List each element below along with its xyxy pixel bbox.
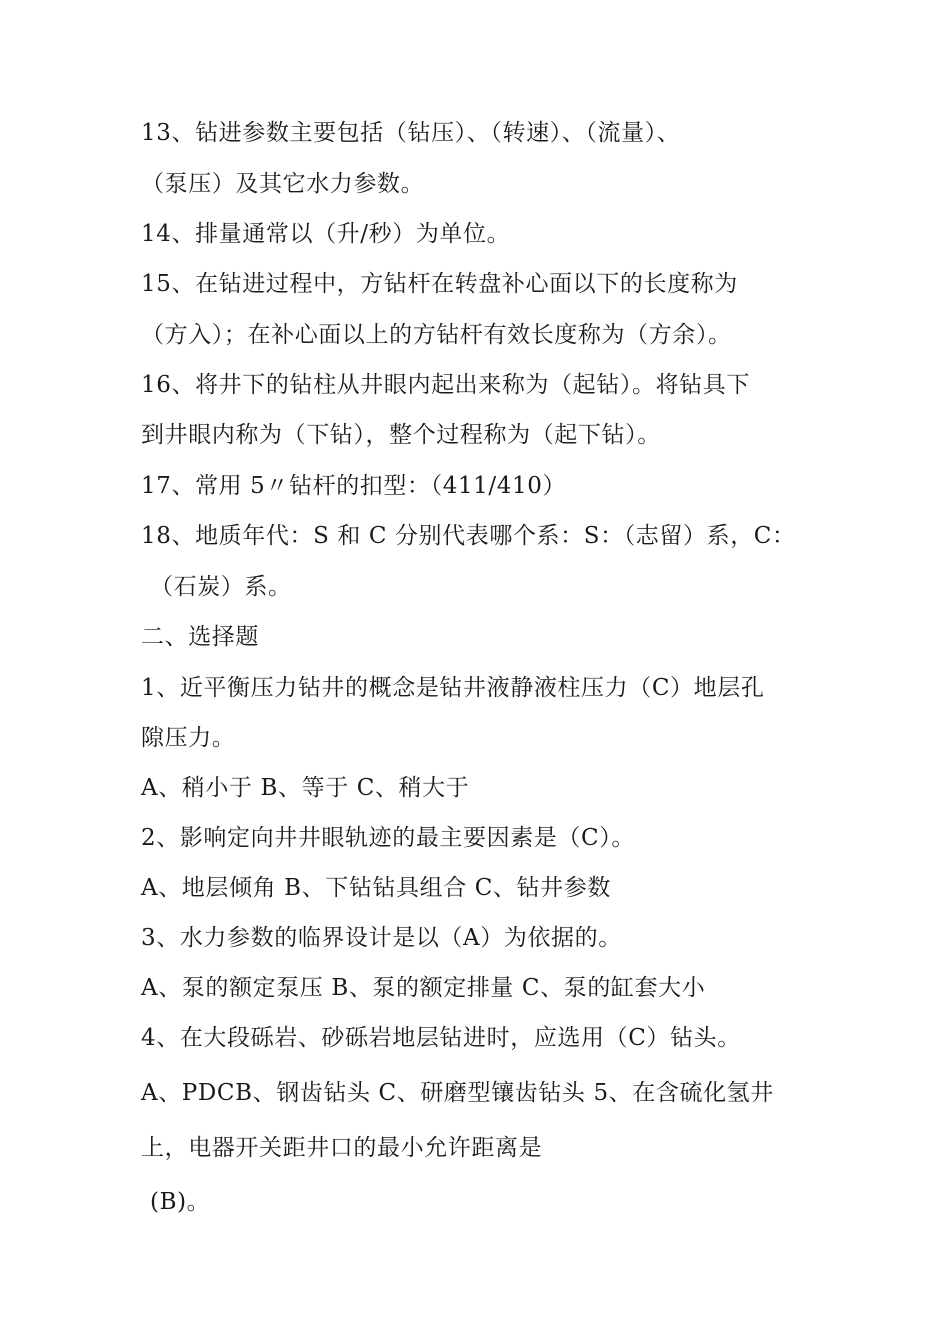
- q15-line-2: （方入）；在补心面以上的方钻杆有效长度称为（方余）。: [141, 322, 732, 348]
- q13-line-2: （泵压）及其它水力参数。: [141, 171, 425, 197]
- q15-line-1: 15、在钻进过程中，方钻杆在转盘补心面以下的长度称为: [141, 271, 738, 297]
- mc2-question: 2、影响定向井井眼轨迹的最主要因素是（C）。: [141, 825, 635, 851]
- mc3-options: A、泵的额定泵压 B、泵的额定排量 C、泵的缸套大小: [141, 975, 706, 1001]
- mc4-question: 4、在大段砾岩、砂砾岩地层钻进时，应选用（C）钻头。: [141, 1025, 741, 1051]
- mc1-question-line-2: 隙压力。: [141, 725, 236, 751]
- q14-line: 14、排量通常以（升/秒）为单位。: [141, 221, 511, 247]
- mc3-question: 3、水力参数的临界设计是以（A）为依据的。: [141, 925, 622, 951]
- mc5-answer: (B)。: [150, 1189, 211, 1215]
- section-heading: 二、选择题: [141, 624, 259, 650]
- mc2-options: A、地层倾角 B、下钻钻具组合 C、钻井参数: [141, 875, 611, 901]
- q13-line-1: 13、钻进参数主要包括（钻压）、（转速）、（流量）、: [141, 120, 681, 146]
- q18-line-1: 18、地质年代：S 和 C 分别代表哪个系：S：（志留）系，C：: [141, 523, 796, 549]
- q17-line: 17、常用 5〃钻杆的扣型：（411/410）: [141, 473, 567, 499]
- q18-line-2: （石炭）系。: [150, 574, 292, 600]
- mc4-options-mc5-question: A、PDCB、钢齿钻头 C、研磨型镶齿钻头 5、在含硫化氢井: [141, 1080, 774, 1106]
- mc5-question-line-2: 上，电器开关距井口的最小允许距离是: [141, 1135, 543, 1161]
- q16-line-2: 到井眼内称为（下钻），整个过程称为（起下钻）。: [141, 422, 661, 448]
- mc1-question-line-1: 1、近平衡压力钻井的概念是钻井液静液柱压力（C）地层孔: [141, 675, 765, 701]
- q16-line-1: 16、将井下的钻柱从井眼内起出来称为（起钻）。将钻具下: [141, 372, 750, 398]
- mc1-options: A、稍小于 B、等于 C、稍大于: [141, 775, 470, 801]
